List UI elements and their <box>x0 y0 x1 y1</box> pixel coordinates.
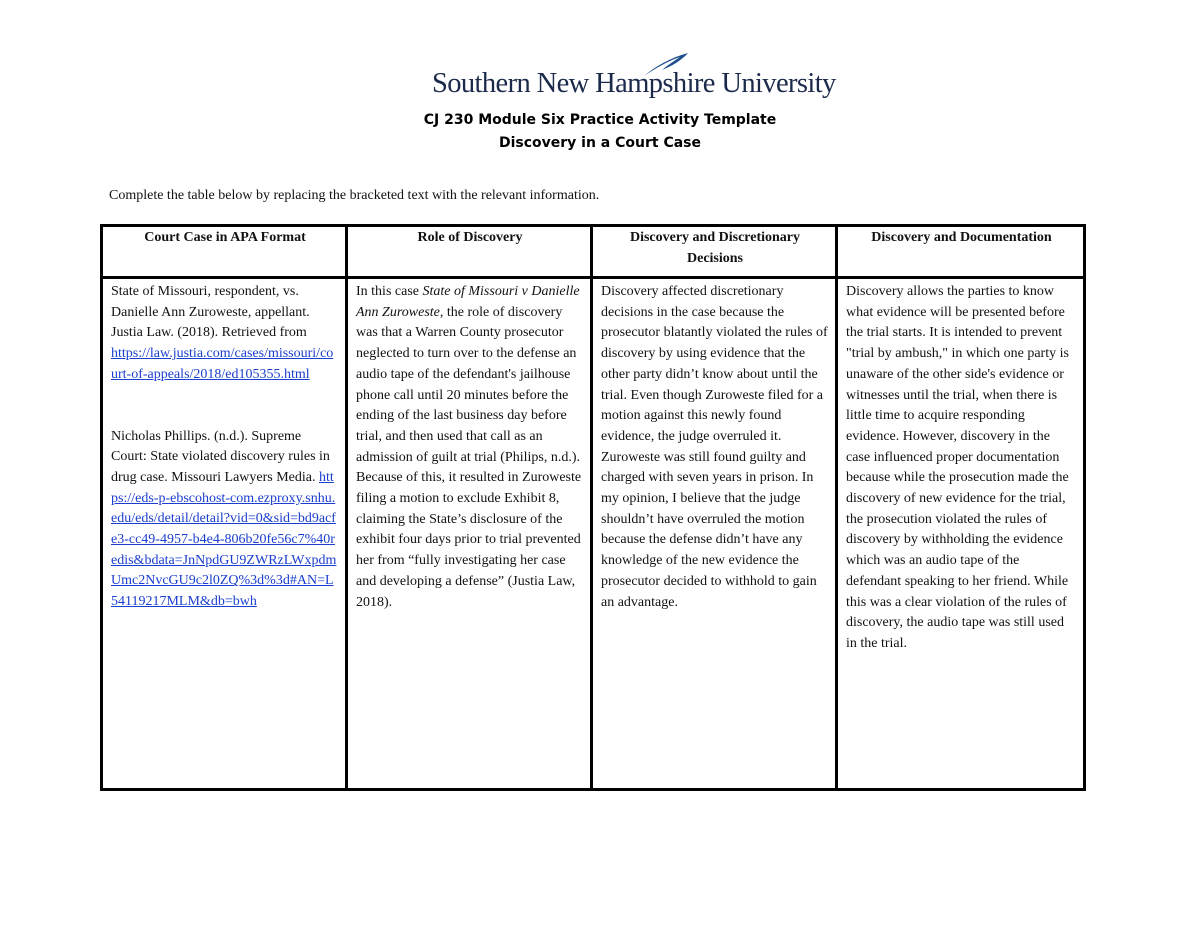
table-row <box>102 278 1085 790</box>
header-court-case: Court Case in APA Format <box>102 226 347 278</box>
table-header-row <box>102 226 1085 278</box>
reference-2-text: Nicholas Phillips. (n.d.). Supreme Court: State violated discovery rules in drug case. Missouri Lawyers Media. <box>111 428 330 485</box>
document-title: CJ 230 Module Six Practice Activity Template <box>423 112 777 128</box>
role-body: , the role of discovery was that a Warren County prosecutor neglected to turn over to the defense an audio tape of the defendant's jailhouse phone call until 20 minutes before the ending of the last business day before trial, and then used that call as an admission of guilt at trial (Philips, n.d.). Because of this, it resulted in Zuroweste filing a motion to exclude Exhibit 8, claiming the State’s disclosure of the exhibit four days prior to trial prevented her from “fully investigating her case and developing a defense” (Justia Law, 2018). <box>356 304 582 610</box>
document-subtitle: Discovery in a Court Case <box>498 135 702 151</box>
spacer <box>111 386 339 427</box>
reference-1-link[interactable]: https://law.justia.com/cases/missouri/court-of-appeals/2018/ed105355.html <box>111 346 334 382</box>
header-documentation: Discovery and Documentation <box>837 226 1085 278</box>
discovery-table <box>100 224 1086 791</box>
university-name: Southern New Hampshire University <box>432 68 836 99</box>
instructions-text: Complete the table below by replacing the bracketed text with the relevant information. <box>109 188 600 203</box>
cell-role-of-discovery <box>347 278 592 790</box>
cell-discretionary-decisions: Discovery affected discretionary decisions in the case because the prosecutor blatantly violated the rules of discovery by using evidence that the other party didn’t know about until the trial. Even though Zuroweste filed for a motion against this newly found evidence, the judge overruled it. Zuroweste was still found guilty and charged with seven years in prison. In my opinion, I believe that the judge shouldn’t have overruled the motion because the defense didn’t have any knowledge of the new evidence the prosecutor decided to withhold to gain an advantage. <box>592 278 837 790</box>
university-logo <box>432 52 836 104</box>
case-name: State of Missouri v Danielle Ann Zuroweste <box>356 284 580 320</box>
header-discretionary-decisions: Discovery and Discretionary Decisions <box>592 226 837 278</box>
cell-court-case <box>102 278 347 790</box>
reference-2-link[interactable]: https://eds-p-ebscohost-com.ezproxy.snhu.edu/eds/detail/detail?vid=0&sid=bd9acfe3-cc49-4957-b4e4-806b20fe56c7%40redis&bdata=JnNpdGU9ZWRzLWxpdmUmc2NvcGU9c2l0ZQ%3d%3d#AN=L54119217MLM&db=bwh <box>111 469 337 610</box>
reference-1-text: State of Missouri, respondent, vs. Danielle Ann Zuroweste, appellant. Justia Law. (2018). Retrieved from <box>111 284 310 341</box>
header-role-of-discovery: Role of Discovery <box>347 226 592 278</box>
role-intro: In this case <box>356 284 419 299</box>
cell-documentation: Discovery allows the parties to know what evidence will be presented before the trial starts. It is intended to prevent "trial by ambush," in which one party is unaware of the other side's evidence or witnesses until the trial, when there is little time to acquire responding evidence. However, discovery in the case influenced proper documentation because while the prosecution made the discovery of new evidence for the trial, the prosecution violated the rules of discovery by withholding the evidence which was an audio tape of the defendant speaking to her friend. While this was a clear violation of the rules of discovery, the audio tape was still used in the trial. <box>837 278 1085 790</box>
